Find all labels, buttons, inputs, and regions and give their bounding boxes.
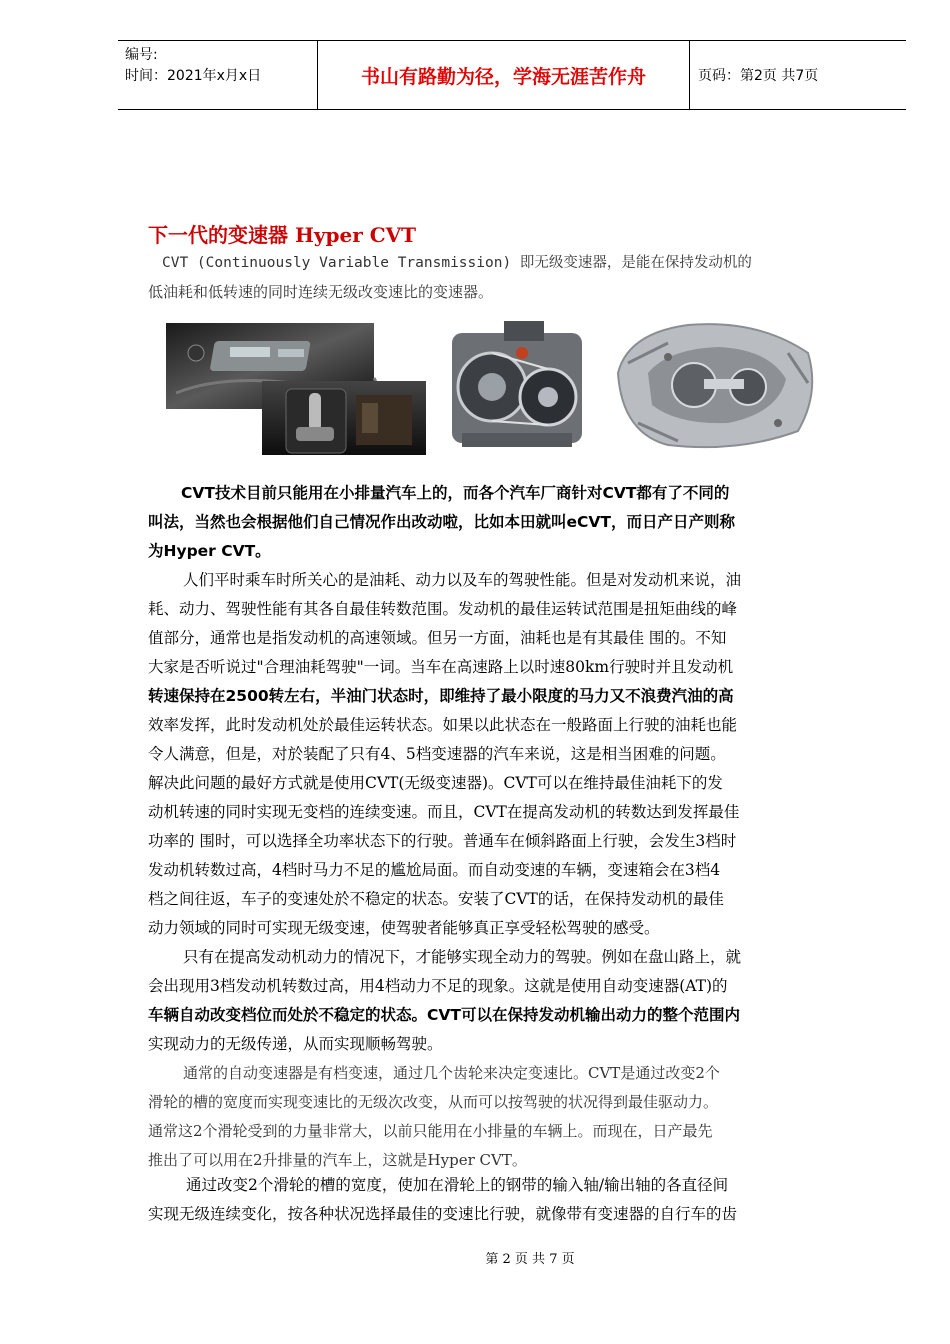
intro-paragraph (148, 249, 878, 307)
text-line: 通过改变2个滑轮的槽的宽度，使加在滑轮上的钢带的输入轴/输出轴的各直径间 (186, 1176, 729, 1194)
text-line: 低油耗和低转速的同时连续无级改变速比的变速器。 (148, 283, 494, 301)
text-line: 转速保持在2500转左右，半油门状态时，即维持了最小限度的马力又不浪费汽油的高 (148, 687, 734, 705)
text-line: 动机转速的同时实现无变档的连续变速。而且，CVT在提高发动机的转数达到发挥最佳 (148, 803, 740, 821)
paragraph-4 (148, 1059, 878, 1175)
text-line: 推出了可以用在2升排量的汽车上，这就是Hyper CVT。 (148, 1151, 527, 1169)
text-line: 实现无级连续变化，按各种状况选择最佳的变速比行驶，就像带有变速器的自行车的齿 (148, 1205, 738, 1223)
transmission-cutaway-photo (608, 313, 822, 455)
text-line: 大家是否听说过"合理油耗驾驶"一词。当车在高速路上以时速80km行驶时并且发动机 (148, 658, 734, 676)
text-line: 令人满意，但是，对於装配了只有4、5档变速器的汽车来说，这是相当困难的问题。 (148, 745, 726, 763)
text-line: 会出现用3档发动机转数过高，用4档动力不足的现象。这就是使用自动变速器(AT)的 (148, 977, 728, 995)
text-line: 人们平时乘车时所关心的是油耗、动力以及车的驾驶性能。但是对发动机来说，油 (183, 571, 742, 589)
text-line: CVT (Continuously Variable Transmission) 即无级变速器，是能在保持发动机的 (162, 255, 752, 271)
text-line: 值部分，通常也是指发动机的高速领域。但另一方面，油耗也是有其最佳 围的。不知 (148, 629, 727, 647)
text-line: 通常这2个滑轮受到的力量非常大，以前只能用在小排量的车辆上。而现在，日产最先 (148, 1122, 713, 1140)
page-footer: 第 2 页 共 7 页 (485, 1252, 575, 1267)
paragraph-2 (148, 566, 878, 943)
text-line: 解决此问题的最好方式就是使用CVT(无级变速器)。CVT可以在维持最佳油耗下的发 (148, 774, 723, 792)
document-time-label: 时间：2021年x月x日 (125, 68, 262, 84)
text-line: 动力领域的同时可实现无级变速，使驾驶者能够真正享受轻松驾驶的感受。 (148, 919, 660, 937)
header-motto: 书山有路勤为径，学海无涯苦作舟 (317, 41, 690, 109)
text-line: 滑轮的槽的宽度而实现变速比的无级次改变，从而可以按驾驶的状况得到最佳驱动力。 (148, 1093, 719, 1111)
header-meta (118, 41, 317, 109)
cvt-cutaway-photo (444, 313, 590, 455)
text-line: 档之间往返，车子的变速处於不稳定的状态。安装了CVT的话，在保持发动机的最佳 (148, 890, 724, 908)
text-line: 效率发挥，此时发动机处於最佳运转状态。如果以此状态在一般路面上行驶的油耗也能 (148, 716, 738, 734)
page-header (118, 40, 906, 110)
header-page-number: 页码：第2页 共7页 (698, 68, 819, 84)
text-line: 功率的 围时，可以选择全功率状态下的行驶。普通车在倾斜路面上行驶，会发生3档时 (148, 832, 737, 850)
document-number-label: 编号: (125, 47, 158, 63)
article-title: 下一代的变速器 Hyper CVT (148, 223, 417, 247)
paragraph-1 (148, 479, 878, 566)
text-line: 发动机转数过高，4档时马力不足的尴尬局面。而自动变速的车辆，变速箱会在3档4 (148, 861, 721, 879)
text-line: 为Hyper CVT。 (148, 542, 271, 560)
engine-and-shifter-photo (166, 323, 426, 455)
text-line: 只有在提高发动机动力的情况下，才能够实现全动力的驾驶。例如在盘山路上，就 (183, 948, 742, 966)
text-line: CVT技术目前只能用在小排量汽车上的，而各个汽车厂商针对CVT都有了不同的 (181, 484, 730, 502)
text-line: 叫法，当然也会根据他们自己情况作出改动啦，比如本田就叫eCVT，而日产日产则称 (148, 513, 735, 531)
paragraph-5 (148, 1171, 878, 1229)
paragraph-3 (148, 943, 878, 1059)
text-line: 通常的自动变速器是有档变速，通过几个齿轮来决定变速比。CVT是通过改变2个 (183, 1064, 720, 1082)
text-line: 耗、动力、驾驶性能有其各自最佳转数范围。发动机的最佳运转试范围是扭矩曲线的峰 (148, 600, 738, 618)
text-line: 实现动力的无级传递，从而实现顺畅驾驶。 (148, 1035, 443, 1053)
text-line: 车辆自动改变档位而处於不稳定的状态。CVT可以在保持发动机输出动力的整个范围内 (148, 1006, 740, 1024)
